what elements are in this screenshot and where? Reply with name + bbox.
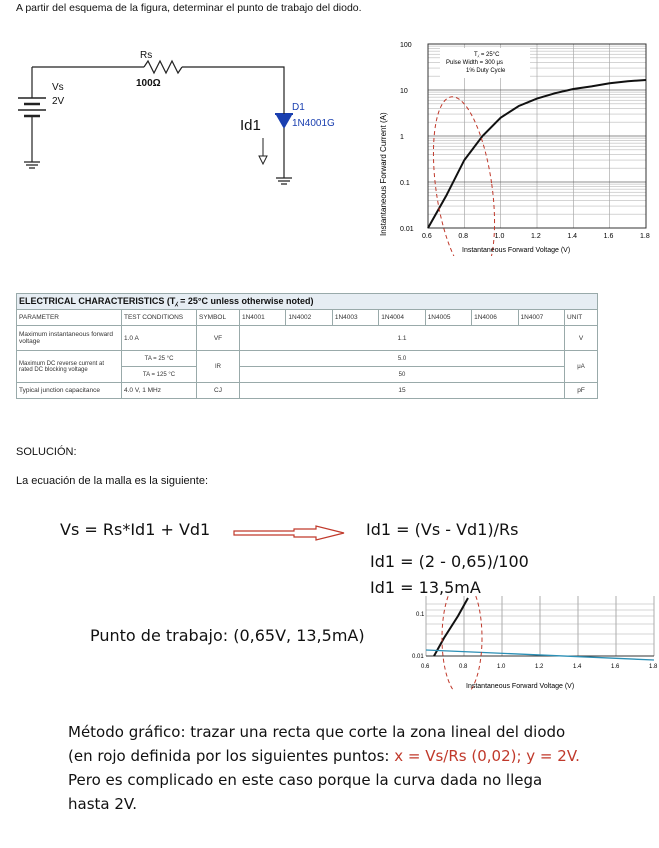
col-symbol: SYMBOL xyxy=(197,310,240,326)
diode-curve-zoom xyxy=(434,598,468,656)
y-tick-label: 1 xyxy=(400,134,404,141)
vs-label: Vs xyxy=(52,82,64,93)
table-row: Maximum instantaneous forward voltage 1.0 A VF 1.1 V xyxy=(17,326,598,351)
grafico-line-3: Pero es complicado en este caso porque la curva dada no llega xyxy=(68,771,543,789)
y-axis-label: Instantaneous Forward Current (A) xyxy=(379,112,388,236)
y-tick-label: 100 xyxy=(400,42,412,49)
rs-value: 100Ω xyxy=(136,78,161,89)
col-1n4002: 1N4002 xyxy=(286,310,332,326)
y-tick-label: 10 xyxy=(400,88,408,95)
diode-symbol xyxy=(276,114,292,128)
col-1n4003: 1N4003 xyxy=(332,310,378,326)
mesh-text: La ecuación de la malla es la siguiente: xyxy=(16,475,209,487)
table-row: TA = 125 °C 50 xyxy=(17,367,598,383)
vs-value: 2V xyxy=(52,96,65,107)
punto-de-trabajo: Punto de trabajo: (0,65V, 13,5mA) xyxy=(90,626,365,645)
zoom-x-tick-label: 0.8 xyxy=(459,664,468,670)
current-arrow xyxy=(259,138,267,164)
y-tick-label: 0.01 xyxy=(400,226,414,233)
legend-line-2: Pulse Width = 300 μs xyxy=(446,60,503,66)
table-row: Typical junction capacitance 4.0 V, 1 MHz CJ 15 pF xyxy=(17,383,598,399)
grafico-red-text: x = Vs/Rs (0,02); y = 2V. xyxy=(394,747,580,765)
x-tick-label: 1.8 xyxy=(640,233,650,240)
resistor-symbol xyxy=(144,61,182,73)
zoom-x-tick-label: 0.6 xyxy=(421,664,430,670)
zoom-ytick: 0.1 xyxy=(416,612,425,618)
diode-label: D1 xyxy=(292,102,305,113)
x-tick-label: 0.6 xyxy=(422,233,432,240)
grafico-paragraph xyxy=(68,720,648,816)
equation-3: Id1 = 13,5mA xyxy=(370,578,481,597)
zoom-x-axis-label: Instantaneous Forward Voltage (V) xyxy=(466,683,575,690)
col-1n4005: 1N4005 xyxy=(425,310,471,326)
grafico-line-1: Método gráfico: trazar una recta que corte la zona lineal del diodo xyxy=(68,723,566,741)
id-label: Id1 xyxy=(240,117,261,134)
solution-heading: SOLUCIÓN: xyxy=(16,446,77,458)
equation-1: Id1 = (Vs - Vd1)/Rs xyxy=(366,520,519,539)
y-tick-label: 0.1 xyxy=(400,180,410,187)
col-1n4007: 1N4007 xyxy=(518,310,564,326)
grafico-line-4: hasta 2V. xyxy=(68,795,137,813)
legend-line-3: 1% Duty Cycle xyxy=(466,68,506,74)
electrical-characteristics-table xyxy=(16,293,598,399)
equation-2: Id1 = (2 - 0,65)/100 xyxy=(370,552,529,571)
arrow-icon xyxy=(232,520,352,546)
zoom-x-tick-label: 1.6 xyxy=(611,664,620,670)
table-row: Maximum DC reverse current at rated DC blocking voltage TA = 25 °C IR 5.0 μA xyxy=(17,351,598,367)
legend-line-1: T⁁ = 25°C xyxy=(474,52,500,58)
x-tick-label: 1.4 xyxy=(567,233,578,240)
table-header-row xyxy=(17,310,598,326)
col-1n4004: 1N4004 xyxy=(379,310,425,326)
zoom-ytick: 0.01 xyxy=(412,654,424,660)
equation-mesh: Vs = Rs*Id1 + Vd1 xyxy=(60,520,211,539)
grafico-line-2: (en rojo definida por los siguientes puntos: x = Vs/Rs (0,02); y = 2V. xyxy=(68,747,580,765)
zoom-x-tick-label: 1.8 xyxy=(649,664,658,670)
col-1n4006: 1N4006 xyxy=(472,310,518,326)
iv-chart xyxy=(378,38,654,256)
col-test-conditions: TEST CONDITIONS xyxy=(122,310,197,326)
col-1n4001: 1N4001 xyxy=(240,310,286,326)
col-parameter: PARAMETER xyxy=(17,310,122,326)
diode-model: 1N4001G xyxy=(292,118,335,129)
x-axis-label: Instantaneous Forward Voltage (V) xyxy=(462,247,571,254)
x-tick-label: 1.2 xyxy=(531,233,541,240)
x-tick-label: 1.6 xyxy=(603,233,614,240)
x-tick-label: 0.8 xyxy=(458,233,469,240)
col-unit: UNIT xyxy=(565,310,598,326)
x-tick-label: 1.0 xyxy=(494,233,505,240)
zoom-x-tick-label: 1.0 xyxy=(497,664,506,670)
highlight-ellipse xyxy=(423,93,504,256)
rs-label: Rs xyxy=(140,50,153,61)
table-title: ELECTRICAL CHARACTERISTICS (T⁁ = 25°C unless otherwise noted) xyxy=(17,294,598,310)
intro-text: A partir del esquema de la figura, determinar el punto de trabajo del diodo. xyxy=(16,2,362,14)
zoom-x-tick-label: 1.2 xyxy=(535,664,544,670)
zoom-x-tick-label: 1.4 xyxy=(573,664,582,670)
iv-chart-zoom xyxy=(392,594,658,690)
